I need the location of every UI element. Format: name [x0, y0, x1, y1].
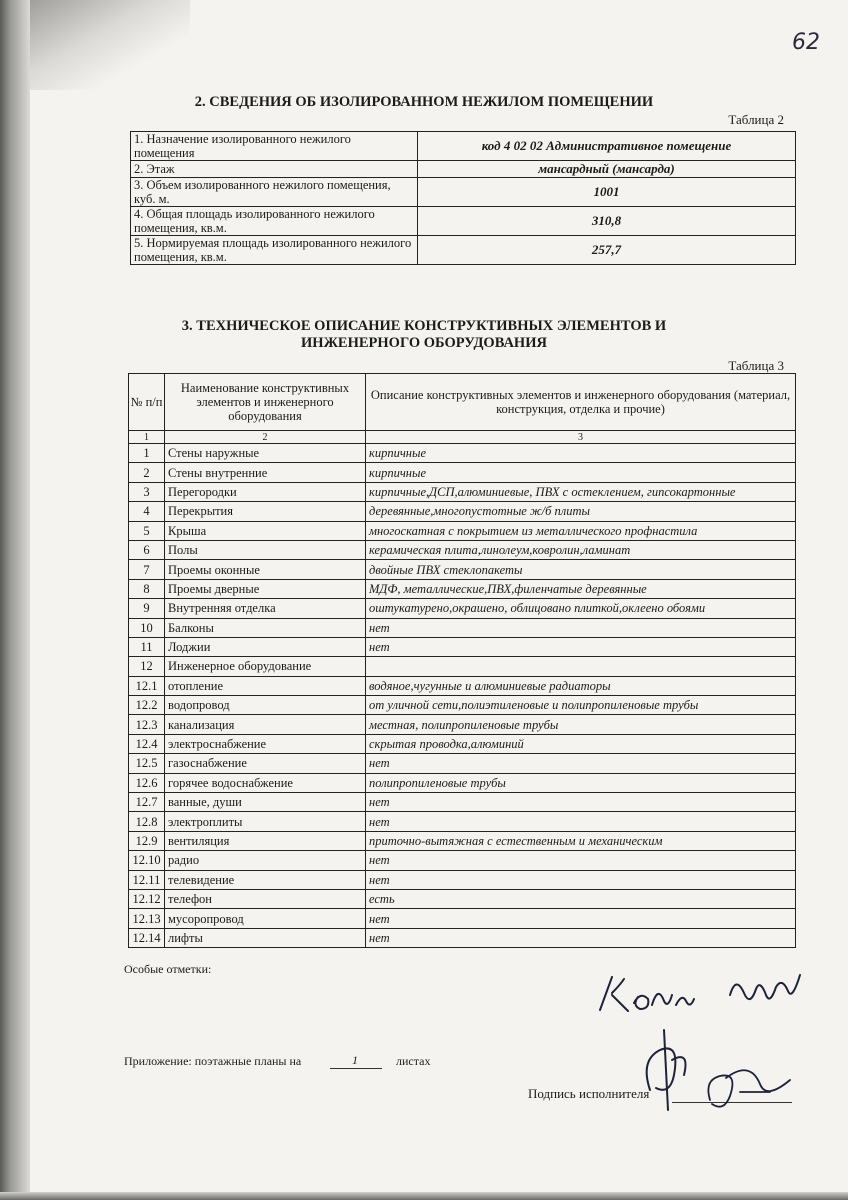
section2-title: 2. СВЕДЕНИЯ ОБ ИЗОЛИРОВАННОМ НЕЖИЛОМ ПОМЕЩЕНИИ: [194, 94, 654, 110]
table3-num-cell: 12.7: [129, 793, 165, 812]
signature-label: Подпись исполнителя: [528, 1086, 650, 1101]
table3-name-cell: телефон: [165, 889, 366, 908]
table3-num-cell: 5: [129, 521, 165, 540]
table3-num-cell: 12.6: [129, 773, 165, 792]
table3-name-cell: телевидение: [165, 870, 366, 889]
table2-value-cell: 1001: [418, 178, 796, 207]
table3-name-cell: Проемы оконные: [165, 560, 366, 579]
table3-num-cell: 12.13: [129, 909, 165, 928]
table3-desc-cell: скрытая проводка,алюминий: [366, 734, 796, 753]
table2: [130, 131, 796, 265]
table3-num-cell: 1: [129, 444, 165, 463]
table3-desc-cell: нет: [366, 754, 796, 773]
table3-desc-cell: нет: [366, 870, 796, 889]
scan-corner-fold: [30, 0, 190, 90]
table3-row: [129, 579, 796, 598]
table3-row: [129, 754, 796, 773]
handwritten-signature: [620, 1020, 810, 1120]
table3-desc-cell: кирпичные: [366, 444, 796, 463]
table3-num-cell: 12.14: [129, 928, 165, 947]
table3-num-cell: 12.3: [129, 715, 165, 734]
table3-name-cell: газоснабжение: [165, 754, 366, 773]
table3-row: [129, 444, 796, 463]
table3-num-cell: 12.5: [129, 754, 165, 773]
table2-value-cell: код 4 02 02 Административное помещение: [418, 132, 796, 161]
table3-row: [129, 793, 796, 812]
table3-name-cell: Инженерное оборудование: [165, 657, 366, 676]
table3-desc-cell: кирпичные: [366, 463, 796, 482]
table3-name-cell: Перекрытия: [165, 502, 366, 521]
table3-num-cell: 12.11: [129, 870, 165, 889]
table3-row: [129, 502, 796, 521]
table3-row: [129, 812, 796, 831]
table2-label: Таблица 2: [728, 112, 784, 127]
table2-value-cell: 310,8: [418, 207, 796, 236]
table3-name-cell: Стены наружные: [165, 444, 366, 463]
table2-label-cell: 4. Общая площадь изолированного нежилого помещения, кв.м.: [131, 207, 418, 236]
table2-label-cell: 1. Назначение изолированного нежилого помещения: [131, 132, 418, 161]
handwritten-page-number: 62: [792, 30, 820, 55]
table3-row: [129, 463, 796, 482]
table3-row: [129, 657, 796, 676]
table3-num-cell: 10: [129, 618, 165, 637]
table3-desc-cell: от уличной сети,полиэтиленовые и полипропиленовые трубы: [366, 696, 796, 715]
table3-desc-cell: многоскатная с покрытием из металлического профнастила: [366, 521, 796, 540]
table3-desc-cell: водяное,чугунные и алюминиевые радиаторы: [366, 676, 796, 695]
table3-row: [129, 521, 796, 540]
table3-label: Таблица 3: [728, 358, 784, 373]
table3-desc-cell: есть: [366, 889, 796, 908]
table3-num-cell: 12.1: [129, 676, 165, 695]
table3-row: [129, 637, 796, 656]
special-notes-label: Особые отметки:: [124, 962, 212, 976]
scan-edge-left: [0, 0, 30, 1200]
table3-row: [129, 928, 796, 947]
table3-row: [129, 851, 796, 870]
table3-name-cell: Стены внутренние: [165, 463, 366, 482]
table3-name-cell: Перегородки: [165, 482, 366, 501]
table3-num-cell: 12.10: [129, 851, 165, 870]
table3-name-cell: вентиляция: [165, 831, 366, 850]
table3-desc-cell: нет: [366, 909, 796, 928]
table3-row: [129, 482, 796, 501]
table3-desc-cell: двойные ПВХ стеклопакеты: [366, 560, 796, 579]
table3-num-cell: 9: [129, 599, 165, 618]
appendix-prefix: Приложение: поэтажные планы на: [124, 1054, 302, 1068]
table3-row: [129, 560, 796, 579]
table3-desc-cell: оштукатурено,окрашено, облицовано плиткой,оклеено обоями: [366, 599, 796, 618]
table3-num-cell: 12.12: [129, 889, 165, 908]
table3-num-cell: 12: [129, 657, 165, 676]
table3-row: [129, 696, 796, 715]
table3-header-name: Наименование конструктивных элементов и инженерного оборудования: [165, 374, 366, 431]
table3-name-cell: Полы: [165, 540, 366, 559]
table3-name-cell: мусоропровод: [165, 909, 366, 928]
table3-header-row: [129, 374, 796, 431]
handwritten-copy-certified: [590, 965, 810, 1025]
table3-row: [129, 540, 796, 559]
table3-num-cell: 12.8: [129, 812, 165, 831]
table3-name-cell: Лоджии: [165, 637, 366, 656]
table3-row: [129, 909, 796, 928]
table3-name-cell: Внутренняя отделка: [165, 599, 366, 618]
table3-desc-cell: нет: [366, 618, 796, 637]
scan-edge-bottom: [0, 1192, 848, 1200]
table3-num-cell: 12.2: [129, 696, 165, 715]
table3-row: [129, 676, 796, 695]
table3-index-row: [129, 431, 796, 444]
table3: [128, 373, 796, 948]
table3-num-cell: 3: [129, 482, 165, 501]
table3-num-cell: 2: [129, 463, 165, 482]
table3-desc-cell: нет: [366, 793, 796, 812]
table2-label-cell: 2. Этаж: [131, 161, 418, 178]
table3-name-cell: канализация: [165, 715, 366, 734]
table3-name-cell: лифты: [165, 928, 366, 947]
table3-row: [129, 889, 796, 908]
table3-desc-cell: нет: [366, 637, 796, 656]
table3-num-cell: 12.9: [129, 831, 165, 850]
table2-value-cell: 257,7: [418, 236, 796, 265]
table3-header-num: № п/п: [129, 374, 165, 431]
table2-label-cell: 5. Нормируемая площадь изолированного нежилого помещения, кв.м.: [131, 236, 418, 265]
table2-row: [131, 236, 796, 265]
table3-name-cell: электроснабжение: [165, 734, 366, 753]
table3-desc-cell: кирпичные,ДСП,алюминиевые, ПВХ с остеклением, гипсокартонные: [366, 482, 796, 501]
table2-row: [131, 207, 796, 236]
table3-num-cell: 4: [129, 502, 165, 521]
table3-name-cell: горячее водоснабжение: [165, 773, 366, 792]
table3-name-cell: радио: [165, 851, 366, 870]
table3-name-cell: Крыша: [165, 521, 366, 540]
table3-desc-cell: [366, 657, 796, 676]
table2-value-cell: мансардный (мансарда): [418, 161, 796, 178]
table3-row: [129, 831, 796, 850]
table3-desc-cell: нет: [366, 812, 796, 831]
table3-name-cell: Балконы: [165, 618, 366, 637]
section3-title-line1: 3. ТЕХНИЧЕСКОЕ ОПИСАНИЕ КОНСТРУКТИВНЫХ ЭЛЕМЕНТОВ И: [181, 318, 667, 334]
table2-row: [131, 161, 796, 178]
table3-num-cell: 11: [129, 637, 165, 656]
section3-title-line2: ИНЖЕНЕРНОГО ОБОРУДОВАНИЯ: [301, 335, 547, 351]
table3-num-cell: 7: [129, 560, 165, 579]
table3-desc-cell: местная, полипропиленовые трубы: [366, 715, 796, 734]
table3-desc-cell: полипропиленовые трубы: [366, 773, 796, 792]
table2-row: [131, 132, 796, 161]
table3-num-cell: 6: [129, 540, 165, 559]
table2-label-cell: 3. Объем изолированного нежилого помещения, куб. м.: [131, 178, 418, 207]
table3-row: [129, 599, 796, 618]
table3-index-cell: 1: [129, 431, 165, 444]
table3-name-cell: электроплиты: [165, 812, 366, 831]
table3-name-cell: отопление: [165, 676, 366, 695]
table3-index-cell: 2: [165, 431, 366, 444]
table2-row: [131, 178, 796, 207]
table3-name-cell: ванные, души: [165, 793, 366, 812]
table3-row: [129, 870, 796, 889]
table3-name-cell: водопровод: [165, 696, 366, 715]
table3-desc-cell: деревянные,многопустотные ж/б плиты: [366, 502, 796, 521]
appendix-count: 1: [352, 1053, 358, 1067]
table3-row: [129, 715, 796, 734]
table3-desc-cell: керамическая плита,линолеум,ковролин,ламинат: [366, 540, 796, 559]
table3-desc-cell: нет: [366, 851, 796, 870]
table3-desc-cell: нет: [366, 928, 796, 947]
table3-row: [129, 734, 796, 753]
table3-num-cell: 12.4: [129, 734, 165, 753]
table3-num-cell: 8: [129, 579, 165, 598]
table3-row: [129, 618, 796, 637]
table3-desc-cell: приточно-вытяжная с естественным и механическим: [366, 831, 796, 850]
table3-row: [129, 773, 796, 792]
table3-desc-cell: МДФ, металлические,ПВХ,филенчатые деревянные: [366, 579, 796, 598]
table3-index-cell: 3: [366, 431, 796, 444]
table3-header-desc: Описание конструктивных элементов и инженерного оборудования (материал, конструкция, отделка и прочие): [366, 374, 796, 431]
table3-name-cell: Проемы дверные: [165, 579, 366, 598]
appendix-suffix: листах: [396, 1054, 431, 1068]
